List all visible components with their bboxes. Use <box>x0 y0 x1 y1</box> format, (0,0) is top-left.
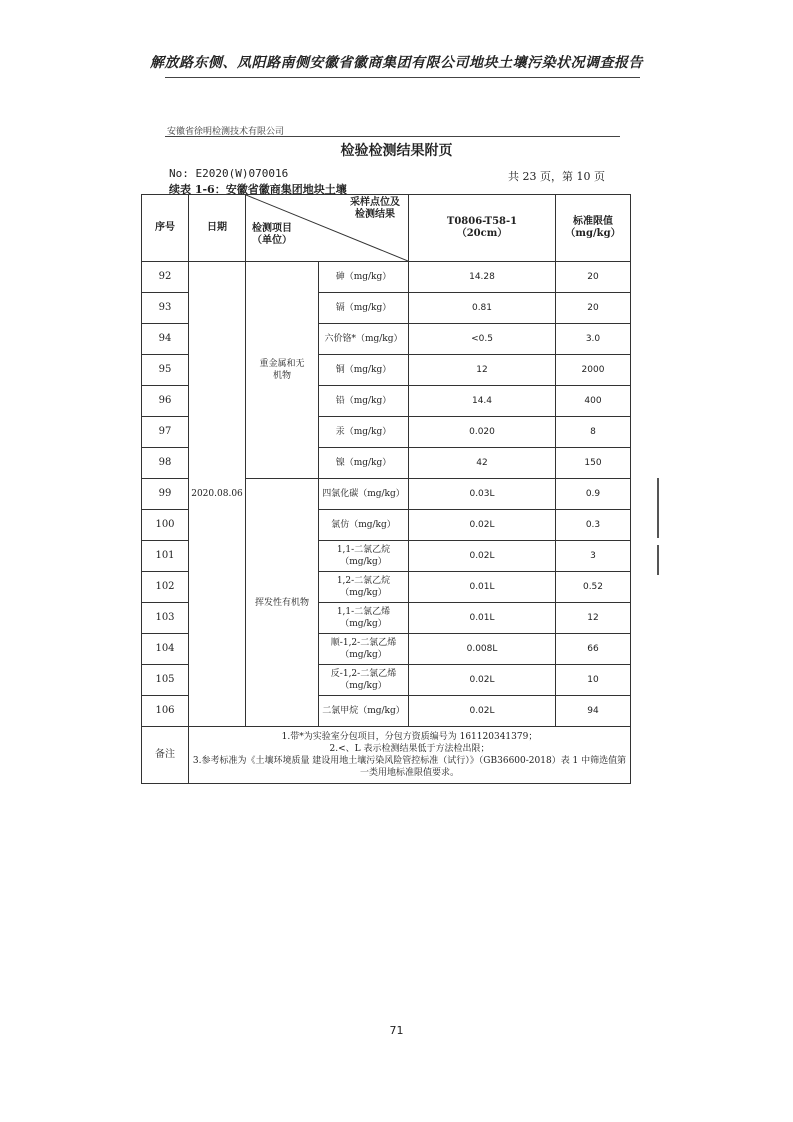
row-number: 100 <box>142 510 189 541</box>
standard-limit: 66 <box>556 634 631 665</box>
result-value: 12 <box>409 355 556 386</box>
standard-limit: 0.9 <box>556 479 631 510</box>
result-value: 0.01L <box>409 603 556 634</box>
item-name <box>319 262 409 293</box>
table-caption: 续表 1-6：安徽省徽商集团地块土壤 <box>169 183 347 196</box>
result-value: 0.01L <box>409 572 556 603</box>
organization-name: 安徽省徐明检测技术有限公司 <box>167 127 285 137</box>
header-date: 日期 <box>189 195 246 262</box>
standard-limit: 10 <box>556 665 631 696</box>
item-name-line1: 砷（mg/kg） <box>335 272 392 282</box>
item-name-line1: 镍（mg/kg） <box>335 458 392 468</box>
standard-limit: 20 <box>556 262 631 293</box>
row-number: 99 <box>142 479 189 510</box>
row-number: 94 <box>142 324 189 355</box>
item-name <box>319 479 409 510</box>
row-number: 101 <box>142 541 189 572</box>
sampling-date: 2020.08.06 <box>189 262 246 727</box>
header-sampling-point-line1: 采样点位及 <box>350 197 400 208</box>
row-number: 103 <box>142 603 189 634</box>
item-name-line1: 氯仿（mg/kg） <box>331 520 396 530</box>
header-sampling-point <box>350 197 400 221</box>
item-name <box>319 541 409 572</box>
header-row <box>142 195 631 262</box>
page-info: 共 23 页，第 10 页 <box>508 170 605 183</box>
note-line: 1.带*为实验室分包项目，分包方资质编号为 161120341379； <box>281 732 538 742</box>
standard-limit: 2000 <box>556 355 631 386</box>
item-name-line1: 四氯化碳（mg/kg） <box>322 489 405 499</box>
header-sample <box>409 195 556 262</box>
standard-limit: 0.52 <box>556 572 631 603</box>
result-value: 14.28 <box>409 262 556 293</box>
row-number: 102 <box>142 572 189 603</box>
note-line: 2.<、L 表示检测结果低于方法检出限； <box>329 744 490 754</box>
item-name-line1: 铅（mg/kg） <box>335 396 392 406</box>
standard-limit: 8 <box>556 417 631 448</box>
result-value: 0.02L <box>409 510 556 541</box>
group-heavy-metals-line1: 重金属和无 <box>259 359 305 369</box>
row-number: 106 <box>142 696 189 727</box>
header-item <box>252 223 292 247</box>
item-name-line1: 1,1-二氯乙烯 <box>336 607 391 617</box>
item-name <box>319 603 409 634</box>
item-name <box>319 355 409 386</box>
result-value: <0.5 <box>409 324 556 355</box>
header-item-diagonal <box>246 195 409 262</box>
page-number: 71 <box>389 1024 404 1037</box>
standard-limit: 0.3 <box>556 510 631 541</box>
item-name-line1: 汞（mg/kg） <box>335 427 392 437</box>
result-value: 0.03L <box>409 479 556 510</box>
item-name-line2: （mg/kg） <box>340 619 387 629</box>
item-name-line1: 反-1,2-二氯乙烯 <box>330 669 397 679</box>
item-name <box>319 386 409 417</box>
standard-limit: 20 <box>556 293 631 324</box>
group-heavy-metals <box>246 262 319 479</box>
row-number: 105 <box>142 665 189 696</box>
item-name-line1: 顺-1,2-二氯乙烯 <box>330 638 397 648</box>
result-value: 0.81 <box>409 293 556 324</box>
standard-limit: 94 <box>556 696 631 727</box>
item-name <box>319 448 409 479</box>
remark-label: 备注 <box>142 727 189 784</box>
item-name <box>319 665 409 696</box>
header-item-line1: 检测项目 <box>252 223 292 234</box>
scan-artifact <box>657 545 659 575</box>
result-value: 0.02L <box>409 696 556 727</box>
header-sampling-point-line2: 检测结果 <box>355 209 395 220</box>
remark-notes <box>189 727 631 784</box>
result-value: 0.008L <box>409 634 556 665</box>
item-name <box>319 696 409 727</box>
group-volatile-organics: 挥发性有机物 <box>246 479 319 727</box>
item-name <box>319 417 409 448</box>
item-name <box>319 510 409 541</box>
row-number: 93 <box>142 293 189 324</box>
item-name-line1: 铜（mg/kg） <box>335 365 392 375</box>
scan-artifact <box>657 478 659 538</box>
standard-limit: 400 <box>556 386 631 417</box>
header-seq: 序号 <box>142 195 189 262</box>
header-limit <box>556 195 631 262</box>
header-sample-line2: （20cm） <box>456 228 508 239</box>
item-name-line2: （mg/kg） <box>340 557 387 567</box>
item-name-line1: 六价铬*（mg/kg） <box>324 334 403 344</box>
item-name-line2: （mg/kg） <box>340 650 387 660</box>
standard-limit: 3.0 <box>556 324 631 355</box>
header-divider <box>165 77 640 78</box>
group-heavy-metals-line2: 机物 <box>272 371 291 381</box>
item-name-line2: （mg/kg） <box>340 588 387 598</box>
item-name-line2: （mg/kg） <box>340 681 387 691</box>
row-number: 104 <box>142 634 189 665</box>
header-sample-line1: T0806-T58-1 <box>446 216 518 227</box>
row-number: 96 <box>142 386 189 417</box>
row-number: 95 <box>142 355 189 386</box>
result-value: 42 <box>409 448 556 479</box>
row-number: 92 <box>142 262 189 293</box>
report-title: 解放路东侧、凤阳路南侧安徽省徽商集团有限公司地块土壤污染状况调查报告 <box>150 55 643 71</box>
item-name <box>319 572 409 603</box>
remarks-row <box>142 727 631 784</box>
standard-limit: 3 <box>556 541 631 572</box>
document-title: 检验检测结果附页 <box>340 143 453 159</box>
header-item-line2: （单位） <box>252 235 292 246</box>
header-limit-line2: （mg/kg） <box>565 228 621 239</box>
note-line: 3.参考标准为《土壤环境质量 建设用地土壤污染风险管控标准（试行）》（GB36600-2018）表 1 中筛选值第一类用地标准限值要求。 <box>192 756 627 778</box>
standard-limit: 12 <box>556 603 631 634</box>
results-table <box>141 194 631 784</box>
item-name <box>319 293 409 324</box>
item-name-line1: 二氯甲烷（mg/kg） <box>322 706 405 716</box>
item-name-line1: 镉（mg/kg） <box>335 303 392 313</box>
row-number: 97 <box>142 417 189 448</box>
result-value: 14.4 <box>409 386 556 417</box>
item-name <box>319 324 409 355</box>
row-number: 98 <box>142 448 189 479</box>
document-number: No: E2020(W)070016 <box>169 167 289 180</box>
item-name-line1: 1,1-二氯乙烷 <box>336 545 391 555</box>
result-value: 0.020 <box>409 417 556 448</box>
result-value: 0.02L <box>409 541 556 572</box>
table-row <box>142 262 631 293</box>
result-value: 0.02L <box>409 665 556 696</box>
organization-divider <box>165 136 620 137</box>
standard-limit: 150 <box>556 448 631 479</box>
header-limit-line1: 标准限值 <box>573 216 613 227</box>
item-name-line1: 1,2-二氯乙烷 <box>336 576 391 586</box>
item-name <box>319 634 409 665</box>
